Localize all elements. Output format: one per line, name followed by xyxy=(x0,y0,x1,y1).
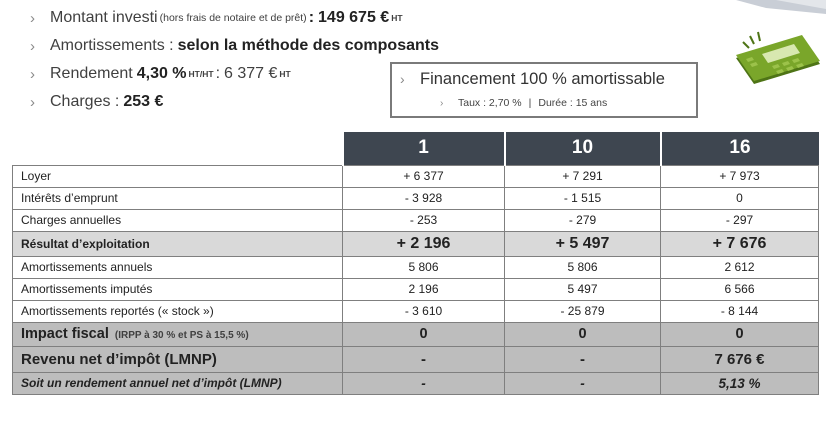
table-row xyxy=(13,300,819,322)
table-row xyxy=(13,187,819,209)
chevron-right-icon: › xyxy=(400,71,405,87)
financement-duree: Durée : 15 ans xyxy=(538,97,608,109)
row-label-text: Impact fiscal xyxy=(21,326,109,342)
montant-sup: HT xyxy=(391,13,403,23)
table-row xyxy=(13,256,819,278)
montant-label: Montant investi xyxy=(50,9,158,26)
row-label: Charges annuelles xyxy=(13,209,343,231)
table-row xyxy=(13,231,819,256)
cell-value: 5,13 % xyxy=(661,372,819,394)
cell-value: 0 xyxy=(661,187,819,209)
table-row xyxy=(13,346,819,372)
cell-value: - xyxy=(505,372,661,394)
cell-value: + 6 377 xyxy=(343,165,505,187)
row-label: Loyer xyxy=(13,165,343,187)
row-label: Soit un rendement annuel net d’impôt (LMNP) xyxy=(13,372,343,394)
row-label: Résultat d’exploitation xyxy=(13,231,343,256)
amortissements-label: Amortissements : xyxy=(50,37,174,54)
cell-value: + 7 291 xyxy=(505,165,661,187)
cell-value: + 7 973 xyxy=(661,165,819,187)
cell-value: - 3 928 xyxy=(343,187,505,209)
row-label-note: (IRPP à 30 % et PS à 15,5 %) xyxy=(114,330,249,341)
table-row xyxy=(13,278,819,300)
row-label xyxy=(13,322,343,346)
charges-label: Charges : xyxy=(50,93,120,110)
cell-value: 5 806 xyxy=(505,256,661,278)
financement-title xyxy=(400,70,665,89)
chevron-right-icon: › xyxy=(30,65,35,83)
financement-taux: Taux : 2,70 % xyxy=(458,97,522,109)
table-row xyxy=(13,209,819,231)
montant-note: (hors frais de notaire et de prêt) xyxy=(159,12,307,24)
cell-value: 7 676 € xyxy=(661,346,819,372)
financement-separator: | xyxy=(528,97,532,109)
cell-value: - 279 xyxy=(505,209,661,231)
row-label: Revenu net d’impôt (LMNP) xyxy=(13,346,343,372)
chevron-right-icon: › xyxy=(30,9,35,27)
rendement-value: 4,30 % xyxy=(136,65,187,82)
cell-value: 0 xyxy=(505,322,661,346)
montant-value: 149 675 € xyxy=(318,9,390,26)
calculator-icon xyxy=(732,28,822,86)
cell-value: - 8 144 xyxy=(661,300,819,322)
header-year: 16 xyxy=(661,132,819,165)
cell-value: - 297 xyxy=(661,209,819,231)
bullet-charges xyxy=(30,88,439,116)
row-label: Amortissements imputés xyxy=(13,278,343,300)
cell-value: 5 806 xyxy=(343,256,505,278)
table-header-row xyxy=(13,132,819,165)
cell-value: 2 196 xyxy=(343,278,505,300)
row-label: Amortissements reportés (« stock ») xyxy=(13,300,343,322)
rendement-value2: 6 377 € xyxy=(224,65,278,82)
rendement-sep: : xyxy=(215,65,221,82)
cell-value: - 253 xyxy=(343,209,505,231)
corner-decoration xyxy=(736,0,826,14)
row-label: Intérêts d’emprunt xyxy=(13,187,343,209)
charges-value: 253 € xyxy=(123,93,164,110)
financement-title-text: Financement 100 % amortissable xyxy=(420,70,665,88)
row-label: Amortissements annuels xyxy=(13,256,343,278)
amortissements-value: selon la méthode des composants xyxy=(177,37,439,54)
cell-value: 6 566 xyxy=(661,278,819,300)
cell-value: 0 xyxy=(661,322,819,346)
cell-value: + 2 196 xyxy=(343,231,505,256)
financement-box xyxy=(390,62,698,118)
financement-details xyxy=(440,97,607,109)
cell-value: - 3 610 xyxy=(343,300,505,322)
summary-bullets xyxy=(30,4,439,116)
cell-value: 2 612 xyxy=(661,256,819,278)
header-blank xyxy=(13,132,343,165)
cell-value: + 7 676 xyxy=(661,231,819,256)
cell-value: - xyxy=(343,372,505,394)
bullet-montant xyxy=(30,4,439,32)
cell-value: + 5 497 xyxy=(505,231,661,256)
cell-value: - 25 879 xyxy=(505,300,661,322)
chevron-right-icon: › xyxy=(440,98,444,109)
montant-sep: : xyxy=(308,9,315,26)
chevron-right-icon: › xyxy=(30,93,35,111)
results-table xyxy=(12,132,819,395)
cell-value: - xyxy=(505,346,661,372)
cell-value: 0 xyxy=(343,322,505,346)
cell-value: - xyxy=(343,346,505,372)
rendement-sup1: HT/HT xyxy=(188,69,214,79)
cell-value: 5 497 xyxy=(505,278,661,300)
table-row xyxy=(13,372,819,394)
bullet-amortissements xyxy=(30,32,439,60)
chevron-right-icon: › xyxy=(30,37,35,55)
header-year: 10 xyxy=(505,132,661,165)
cell-value: - 1 515 xyxy=(505,187,661,209)
table-row xyxy=(13,322,819,346)
rendement-label: Rendement xyxy=(50,65,133,82)
table-row xyxy=(13,165,819,187)
header-year: 1 xyxy=(343,132,505,165)
rendement-sup2: HT xyxy=(279,69,291,79)
bullet-rendement xyxy=(30,60,439,88)
